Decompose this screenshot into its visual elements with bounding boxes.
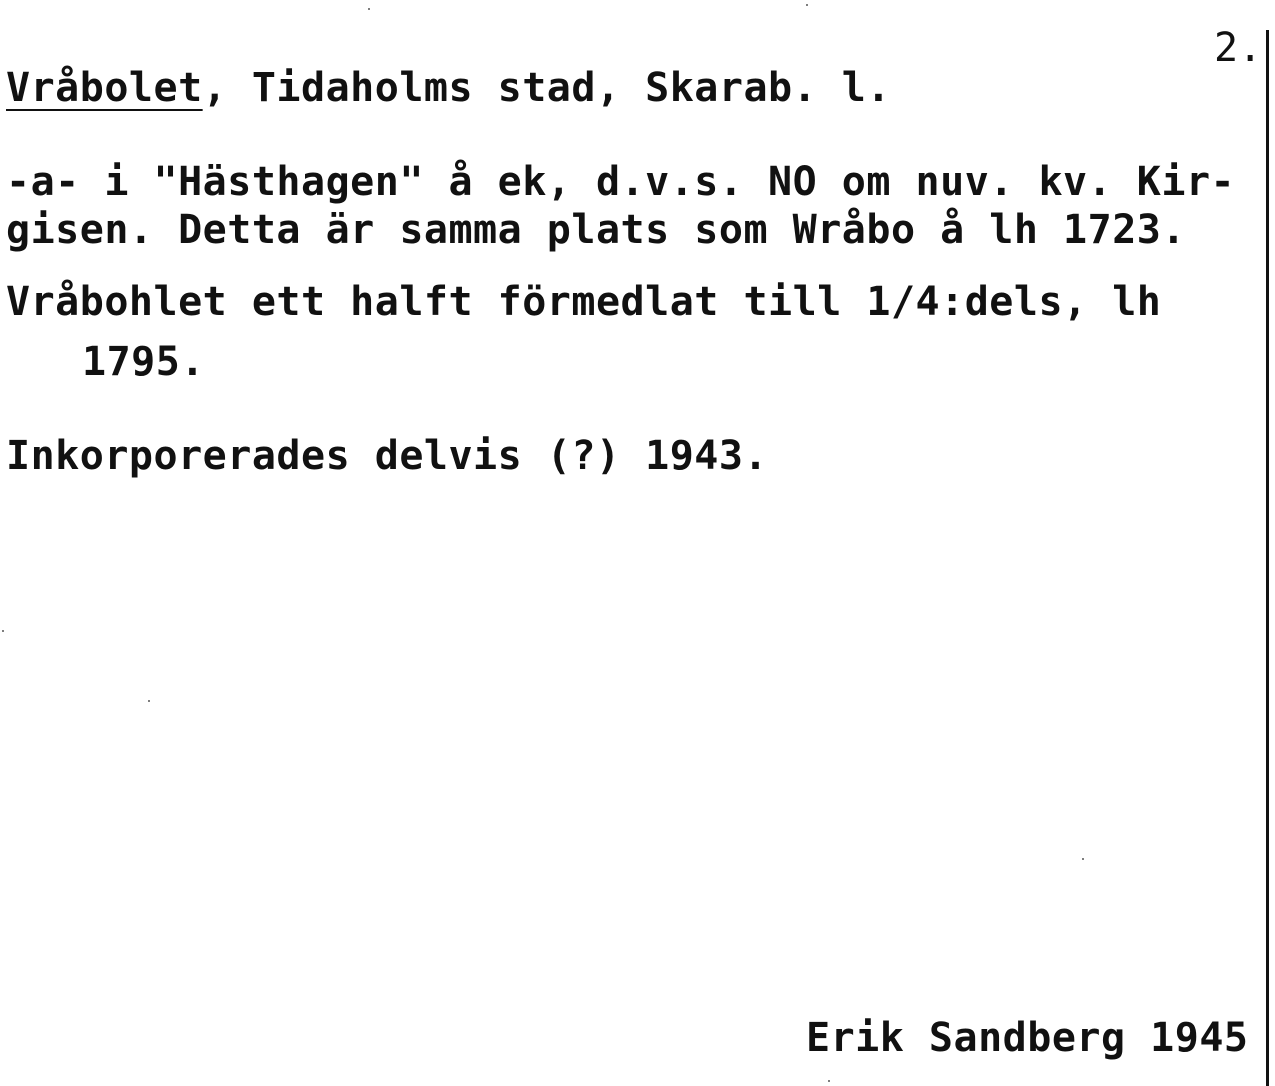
scan-speck (806, 4, 808, 6)
heading-place-name: Vråbolet (6, 65, 203, 111)
heading-location: , Tidaholms stad, Skarab. l. (202, 65, 891, 111)
scan-speck (148, 700, 150, 702)
card-edge-border (1266, 30, 1269, 1086)
paragraph-1-line-2: gisen. Detta är samma plats som Wråbo å lh 1723. (6, 207, 1186, 253)
scan-speck (2, 630, 4, 632)
card-heading (6, 64, 891, 112)
paragraph-1-line-1: -a- i "Hästhagen" å ek, d.v.s. NO om nuv. kv. Kir- (6, 159, 1236, 205)
page-number: 2. (1214, 25, 1263, 71)
author-signature: Erik Sandberg 1945 (806, 1015, 1249, 1061)
scan-speck (368, 8, 370, 10)
paragraph-3-line-1: Inkorporerades delvis (?) 1943. (6, 433, 769, 479)
scan-speck (828, 1080, 830, 1082)
paragraph-2-line-2: 1795. (82, 339, 205, 385)
paragraph-2-line-1: Vråbohlet ett halft förmedlat till 1/4:dels, lh (6, 279, 1162, 325)
scan-speck (1082, 858, 1084, 860)
